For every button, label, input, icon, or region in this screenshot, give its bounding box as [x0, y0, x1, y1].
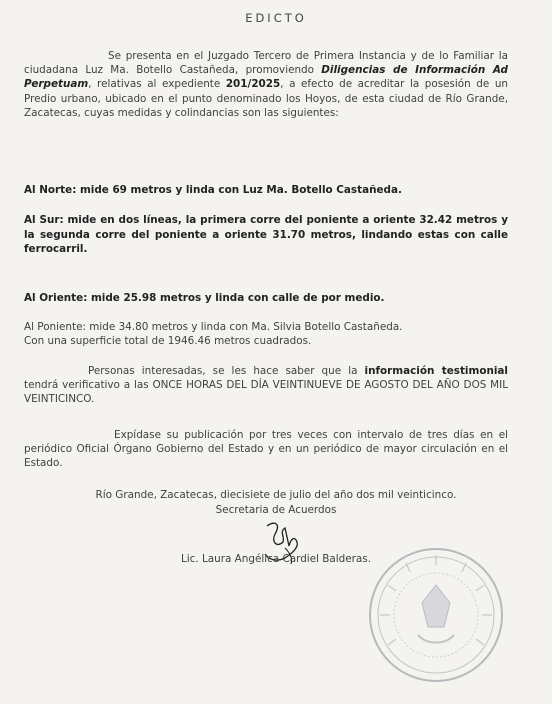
court-seal: [366, 545, 506, 685]
hearing-paragraph: [24, 364, 508, 407]
testimonial-info: información testimonial: [364, 365, 508, 377]
signer-name: Lic. Laura Angélica Cardiel Balderas.: [180, 553, 372, 565]
publication-text: Expídase su publicación por tres veces con intervalo de tres días en el periódico Oficial Órgano Gobierno del Estado y en un periódico de mayor circulación en el Estado.: [24, 429, 508, 470]
page-title: EDICTO: [245, 11, 307, 25]
intro-text-c: , a efecto de acreditar la posesión de un Predio urbano, ubicado en el punto denominado los Hoyos, de esta ciudad de Río Grande, Zacatecas, cuyas medidas y colindancias son las siguientes:: [24, 78, 509, 119]
intro-text-b: , relativas al expediente: [88, 78, 226, 91]
place-date: Río Grande, Zacatecas, diecisiete de julio del año dos mil veinticinco.: [95, 489, 457, 501]
west-boundary: Al Poniente: mide 34.80 metros y linda con Ma. Silvia Botello Castañeda.: [24, 321, 403, 333]
hearing-text-c: tendrá verificativo a las ONCE HORAS DEL DÍA VEINTINUEVE DE AGOSTO DEL AÑO DOS MIL VEINTICINCO.: [24, 379, 508, 406]
intro-paragraph: [24, 49, 508, 120]
intro-text-a: Se presenta en el Juzgado Tercero de Primera Instancia y de lo Familiar la ciudadana Luz Ma. Botello Castañeda, promoviendo: [24, 50, 508, 77]
total-area: Con una superficie total de 1946.46 metros cuadrados.: [24, 335, 312, 347]
signer-title: Secretaria de Acuerdos: [215, 504, 337, 516]
file-number: 201/2025: [225, 78, 281, 91]
procedure-name: Diligencias de Información Ad Perpetuam: [24, 64, 508, 91]
hearing-text-a: Personas interesadas, se les hace saber que la: [88, 365, 365, 377]
south-boundary: Al Sur: mide en dos líneas, la primera corre del poniente a oriente 32.42 metros y la segunda corre del poniente a oriente 31.70 metros, lindando estas con calle ferrocarril.: [24, 214, 508, 256]
east-boundary: Al Oriente: mide 25.98 metros y linda con calle de por medio.: [24, 292, 385, 304]
publication-paragraph: [24, 428, 508, 471]
north-boundary: Al Norte: mide 69 metros y linda con Luz Ma. Botello Castañeda.: [24, 184, 402, 196]
